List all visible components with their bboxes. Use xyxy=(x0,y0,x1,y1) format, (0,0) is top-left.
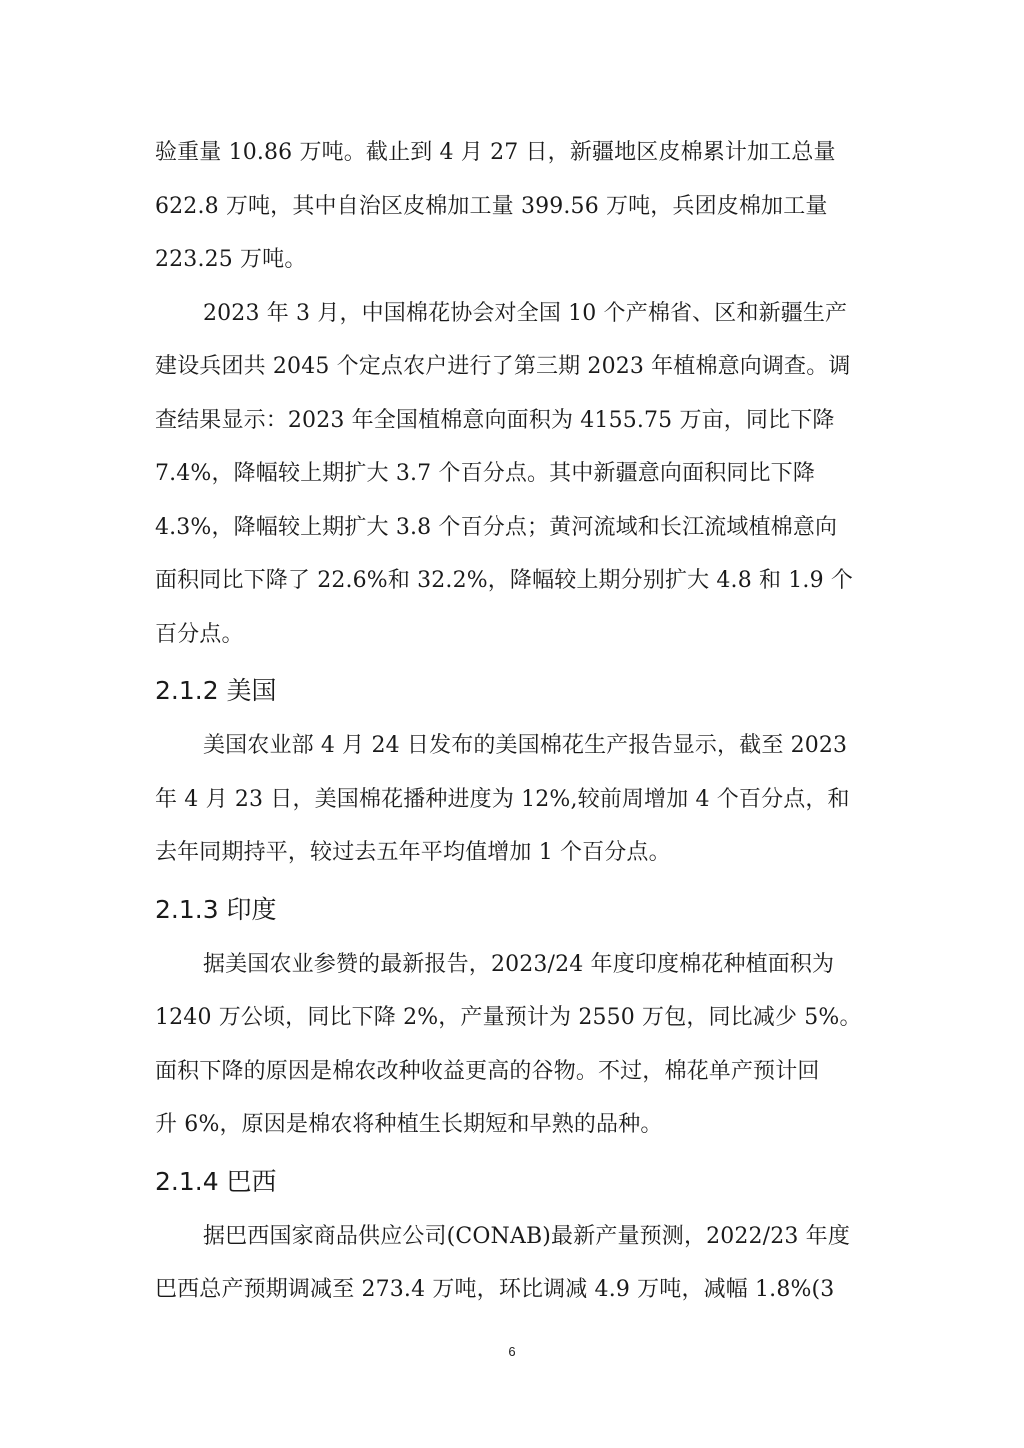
document-body xyxy=(155,126,871,1317)
paragraph-brazil xyxy=(155,1210,871,1317)
text-line: 622.8 万吨，其中自治区皮棉加工量 399.56 万吨，兵团皮棉加工量 xyxy=(155,193,828,219)
text-line: 2023 年 3 月，中国棉花协会对全国 10 个产棉省、区和新疆生产 xyxy=(203,300,848,326)
section-heading-usa: 2.1.2 美国 xyxy=(155,676,277,705)
paragraph-planting-intention-survey xyxy=(155,287,871,662)
paragraph-usa xyxy=(155,719,871,880)
section-heading-brazil: 2.1.4 巴西 xyxy=(155,1166,277,1196)
text-line: 百分点。 xyxy=(155,621,244,647)
text-line: 巴西总产预期调减至 273.4 万吨，环比调减 4.9 万吨，减幅 1.8%(3 xyxy=(155,1277,835,1302)
text-line: 美国农业部 4 月 24 日发布的美国棉花生产报告显示，截至 2023 xyxy=(203,733,848,758)
text-line: 建设兵团共 2045 个定点农户进行了第三期 2023 年植棉意向调查。调 xyxy=(155,354,851,379)
paragraph-india xyxy=(155,938,871,1152)
text-line: 年 4 月 23 日，美国棉花播种进度为 12%,较前周增加 4 个百分点，和 xyxy=(155,786,850,812)
text-line: 查结果显示：2023 年全国植棉意向面积为 4155.75 万亩，同比下降 xyxy=(155,407,835,433)
text-line: 1240 万公顷，同比下降 2%，产量预计为 2550 万包，同比减少 5%。 xyxy=(155,1005,862,1030)
text-line: 223.25 万吨。 xyxy=(155,247,307,272)
text-line: 升 6%，原因是棉农将种植生长期短和早熟的品种。 xyxy=(155,1112,663,1137)
text-line: 面积下降的原因是棉农改种收益更高的谷物。不过，棉花单产预计回 xyxy=(155,1058,820,1084)
paragraph-xinjiang-processing xyxy=(155,126,871,287)
page-number: 6 xyxy=(508,1344,516,1359)
text-line: 4.3%，降幅较上期扩大 3.8 个百分点；黄河流域和长江流域植棉意向 xyxy=(155,514,838,540)
text-line: 据美国农业参赞的最新报告，2023/24 年度印度棉花种植面积为 xyxy=(203,951,835,977)
text-line: 据巴西国家商品供应公司(CONAB)最新产量预测，2022/23 年度 xyxy=(203,1223,850,1249)
text-line: 去年同期持平，较过去五年平均值增加 1 个百分点。 xyxy=(155,840,671,865)
text-line: 面积同比下降了 22.6%和 32.2%，降幅较上期分别扩大 4.8 和 1.9 个 xyxy=(155,568,854,593)
section-heading-india: 2.1.3 印度 xyxy=(155,894,277,924)
text-line: 验重量 10.86 万吨。截止到 4 月 27 日，新疆地区皮棉累计加工总量 xyxy=(155,140,836,165)
text-line: 7.4%，降幅较上期扩大 3.7 个百分点。其中新疆意向面积同比下降 xyxy=(155,461,815,486)
